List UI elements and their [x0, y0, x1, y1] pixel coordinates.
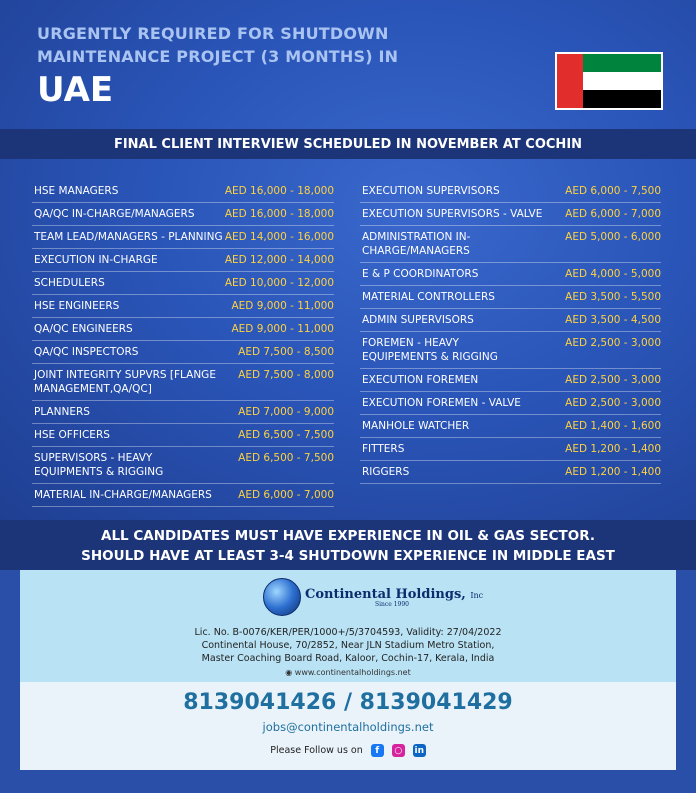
jobs-column-right: [360, 180, 661, 484]
job-row: [32, 249, 334, 272]
job-salary: AED 6,000 - 7,000: [238, 489, 334, 501]
job-row: [360, 226, 661, 263]
job-salary: AED 9,000 - 11,000: [231, 300, 334, 312]
globe-icon: [263, 578, 301, 616]
job-title: SCHEDULERS: [34, 277, 105, 289]
social-follow: [20, 744, 676, 757]
job-salary: AED 16,000 - 18,000: [224, 185, 334, 197]
company-name: Continental Holdings,: [305, 586, 466, 602]
job-salary: AED 7,500 - 8,500: [238, 346, 334, 358]
job-title: ADMIN SUPERVISORS: [362, 314, 474, 326]
job-row: [32, 341, 334, 364]
requirements-banner: [0, 520, 696, 570]
job-title: FITTERS: [362, 443, 405, 455]
job-row: [32, 401, 334, 424]
job-salary: AED 4,000 - 5,000: [565, 268, 661, 280]
job-row: [32, 364, 334, 401]
job-salary: AED 14,000 - 16,000: [224, 231, 334, 243]
job-salary: AED 3,500 - 4,500: [565, 314, 661, 326]
job-title: SUPERVISORS - HEAVY EQUIPMENTS & RIGGING: [34, 452, 164, 478]
job-title: HSE ENGINEERS: [34, 300, 120, 312]
job-row: [32, 295, 334, 318]
uae-flag-icon: [555, 52, 663, 110]
job-row: [32, 447, 334, 484]
job-row: [32, 203, 334, 226]
job-row: [32, 180, 334, 203]
country-title: UAE: [37, 70, 114, 110]
job-salary: AED 16,000 - 18,000: [224, 208, 334, 220]
job-row: [32, 484, 334, 507]
job-salary: AED 10,000 - 12,000: [224, 277, 334, 289]
company-logo: [263, 578, 483, 616]
job-row: [360, 286, 661, 309]
job-title: E & P COORDINATORS: [362, 268, 479, 280]
job-salary: AED 6,500 - 7,500: [238, 452, 334, 464]
web-globe-icon: ◉: [285, 668, 293, 677]
job-row: [32, 318, 334, 341]
job-title: EXECUTION SUPERVISORS - VALVE: [362, 208, 543, 220]
job-title: MATERIAL IN-CHARGE/MANAGERS: [34, 489, 212, 501]
job-title: MATERIAL CONTROLLERS: [362, 291, 495, 303]
flag-black-stripe: [583, 90, 661, 108]
job-salary: AED 5,000 - 6,000: [565, 231, 661, 243]
job-salary: AED 2,500 - 3,000: [565, 374, 661, 386]
job-row: [360, 263, 661, 286]
headline: [37, 22, 398, 68]
job-row: [360, 438, 661, 461]
flag-red-band: [557, 54, 583, 108]
requirement-line-2: SHOULD HAVE AT LEAST 3-4 SHUTDOWN EXPERIENCE IN MIDDLE EAST: [81, 548, 615, 564]
job-title: HSE OFFICERS: [34, 429, 110, 441]
job-row: [32, 424, 334, 447]
job-title: EXECUTION FOREMEN: [362, 374, 479, 386]
follow-label: Please Follow us on: [270, 745, 363, 756]
job-salary: AED 2,500 - 3,000: [565, 337, 661, 349]
interview-banner: FINAL CLIENT INTERVIEW SCHEDULED IN NOVEMBER AT COCHIN: [0, 129, 696, 159]
job-title: PLANNERS: [34, 406, 90, 418]
job-title: TEAM LEAD/MANAGERS - PLANNING: [34, 231, 223, 243]
contact-panel: [20, 682, 676, 770]
job-title: QA/QC ENGINEERS: [34, 323, 133, 335]
job-row: [32, 272, 334, 295]
company-suffix: Inc: [470, 590, 484, 600]
job-title: EXECUTION SUPERVISORS: [362, 185, 500, 197]
headline-line-1: URGENTLY REQUIRED FOR SHUTDOWN: [37, 24, 389, 43]
bottom-band: [0, 770, 696, 793]
phone-numbers[interactable]: 8139041426 / 8139041429: [183, 690, 513, 715]
job-title: HSE MANAGERS: [34, 185, 119, 197]
job-row: [360, 392, 661, 415]
job-title: FOREMEN - HEAVY EQUIPEMENTS & RIGGING: [362, 337, 498, 363]
job-salary: AED 6,000 - 7,000: [565, 208, 661, 220]
company-since: Since 1990: [375, 600, 409, 608]
flag-green-stripe: [583, 54, 661, 72]
job-title: EXECUTION FOREMEN - VALVE: [362, 397, 521, 409]
address-line-1: Continental House, 70/2852, Near JLN Stadium Metro Station,: [201, 640, 495, 651]
job-row: [360, 203, 661, 226]
address-line-2: Master Coaching Board Road, Kaloor, Cochin-17, Kerala, India: [201, 653, 495, 664]
job-title: QA/QC INSPECTORS: [34, 346, 139, 358]
website-link[interactable]: www.continentalholdings.net: [294, 668, 411, 677]
facebook-icon[interactable]: f: [371, 744, 384, 757]
job-title: ADMINISTRATION IN-CHARGE/MANAGERS: [362, 231, 471, 257]
email-link[interactable]: jobs@continentalholdings.net: [262, 720, 434, 734]
job-title: JOINT INTEGRITY SUPVRS [FLANGE MANAGEMENT,QA/QC]: [34, 369, 216, 395]
job-salary: AED 2,500 - 3,000: [565, 397, 661, 409]
job-row: [360, 309, 661, 332]
license-block: [20, 626, 676, 665]
job-salary: AED 9,000 - 11,000: [231, 323, 334, 335]
job-salary: AED 3,500 - 5,500: [565, 291, 661, 303]
job-title: RIGGERS: [362, 466, 410, 478]
job-title: MANHOLE WATCHER: [362, 420, 470, 432]
website-line[interactable]: [20, 668, 676, 677]
headline-line-2: MAINTENANCE PROJECT (3 MONTHS) IN: [37, 47, 399, 66]
job-salary: AED 1,200 - 1,400: [565, 443, 661, 455]
job-title: QA/QC IN-CHARGE/MANAGERS: [34, 208, 195, 220]
license-number: Lic. No. B-0076/KER/PER/1000+/5/3704593, Validity: 27/04/2022: [194, 627, 502, 638]
flag-white-stripe: [583, 72, 661, 90]
job-salary: AED 1,400 - 1,600: [565, 420, 661, 432]
job-salary: AED 6,500 - 7,500: [238, 429, 334, 441]
company-panel: [20, 570, 676, 682]
job-salary: AED 7,000 - 9,000: [238, 406, 334, 418]
job-salary: AED 7,500 - 8,000: [238, 369, 334, 381]
job-row: [360, 461, 661, 484]
job-row: [360, 180, 661, 203]
jobs-column-left: [32, 180, 334, 507]
job-salary: AED 1,200 - 1,400: [565, 466, 661, 478]
job-row: [32, 226, 334, 249]
instagram-icon[interactable]: ○: [392, 744, 405, 757]
job-row: [360, 332, 661, 369]
requirement-line-1: ALL CANDIDATES MUST HAVE EXPERIENCE IN OIL & GAS SECTOR.: [101, 528, 595, 544]
job-salary: AED 12,000 - 14,000: [224, 254, 334, 266]
job-salary: AED 6,000 - 7,500: [565, 185, 661, 197]
job-title: EXECUTION IN-CHARGE: [34, 254, 158, 266]
job-row: [360, 415, 661, 438]
job-row: [360, 369, 661, 392]
linkedin-icon[interactable]: in: [414, 745, 424, 756]
